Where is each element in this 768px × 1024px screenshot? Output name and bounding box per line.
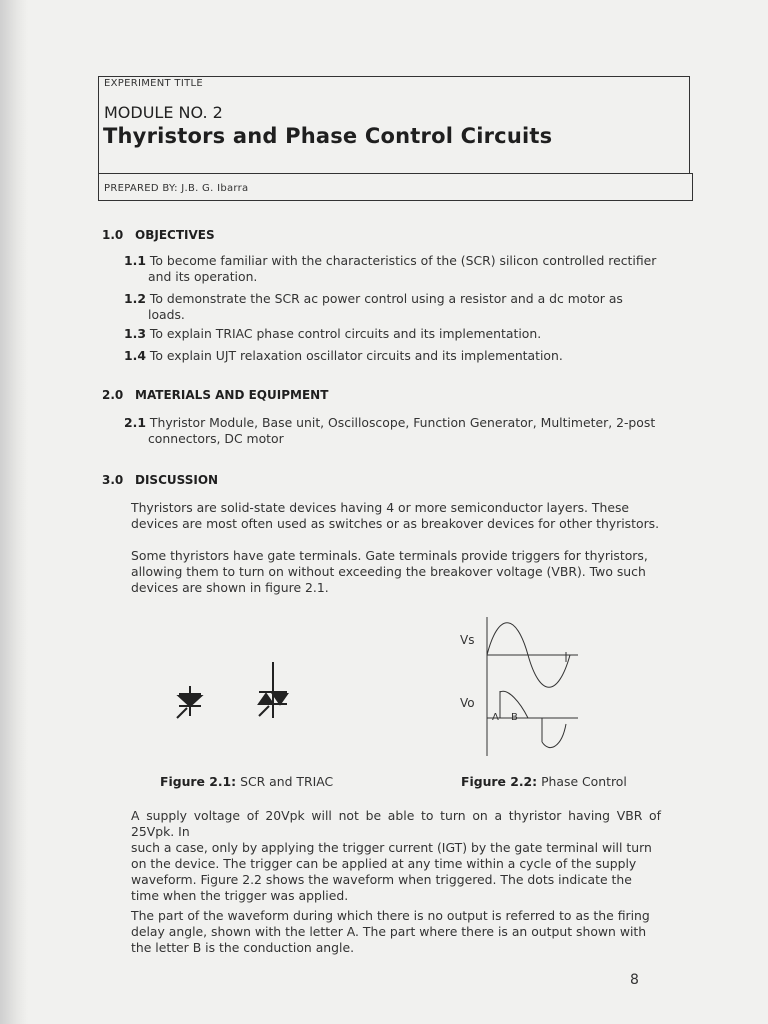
triac-symbol [259, 662, 287, 718]
item-text: To explain UJT relaxation oscillator circuits and its implementation. [149, 348, 563, 363]
caption-label: Figure 2.1: [160, 774, 237, 789]
section-number: 1.0 [102, 228, 124, 242]
experiment-title-label: EXPERIMENT TITLE [104, 78, 203, 89]
header-top-rule [99, 76, 689, 77]
paragraph-line: such a case, only by applying the trigger current (IGT) by the gate terminal will turn [131, 840, 652, 855]
item-number: 1.4 [124, 348, 146, 363]
section-title-materials: MATERIALS AND EQUIPMENT [135, 388, 329, 402]
discussion-paragraph-2 [131, 548, 661, 596]
materials-item-continuation: connectors, DC motor [148, 431, 284, 446]
item-text: To demonstrate the SCR ac power control using a resistor and a dc motor as [149, 291, 623, 306]
item-text: Thyristor Module, Base unit, Oscilloscope, Function Generator, Multimeter, 2-post [149, 415, 656, 430]
paragraph-line: Thyristors are solid-state devices having 4 or more semiconductor layers. These [131, 500, 630, 515]
paragraph-line: A supply voltage of 20Vpk will not be able to turn on a thyristor having VBR of 25Vpk. In [131, 808, 661, 839]
objective-item-continuation: and its operation. [148, 269, 258, 284]
item-text: To become familiar with the characteristics of the (SCR) silicon controlled rectifier [149, 253, 657, 268]
caption-label: Figure 2.2: [461, 774, 538, 789]
scr-symbol [177, 686, 201, 718]
item-number: 2.1 [124, 415, 146, 430]
section-title-objectives: OBJECTIVES [135, 228, 215, 242]
objective-item [124, 291, 664, 307]
prepared-by: PREPARED BY: J.B. G. Ibarra [104, 183, 249, 194]
materials-item [124, 415, 664, 431]
item-number: 1.1 [124, 253, 146, 268]
vs-label: Vs [460, 633, 475, 647]
section-title-discussion: DISCUSSION [135, 473, 219, 487]
item-text: To explain TRIAC phase control circuits and its implementation. [149, 326, 542, 341]
figure-2-2-caption [461, 774, 627, 789]
module-number: MODULE NO. 2 [104, 103, 223, 122]
header-separator-rule [99, 173, 693, 174]
section-number: 2.0 [102, 388, 124, 402]
header-right-rule-lower [692, 174, 693, 200]
page-number: 8 [630, 972, 639, 988]
objective-item [124, 326, 664, 342]
page-title: Thyristors and Phase Control Circuits [103, 124, 553, 148]
figure-2-1-caption [160, 774, 333, 789]
section-number: 3.0 [102, 473, 124, 487]
discussion-paragraph-1 [131, 500, 661, 532]
paragraph-line: allowing them to turn on without exceeding the breakover voltage (VBR). Two such [131, 564, 646, 579]
item-number: 1.2 [124, 291, 146, 306]
objective-item [124, 348, 664, 364]
caption-text: Phase Control [537, 774, 627, 789]
discussion-paragraph-4 [131, 908, 661, 956]
header-right-rule [689, 76, 690, 174]
paragraph-line: delay angle, shown with the letter A. The part where there is an output shown with [131, 924, 647, 939]
paragraph-line: time when the trigger was applied. [131, 888, 349, 903]
page-edge-shadow [0, 0, 28, 1024]
paragraph-line: Some thyristors have gate terminals. Gate terminals provide triggers for thyristors, [131, 548, 648, 563]
firing-angle-label: A [492, 712, 499, 723]
objective-item [124, 253, 664, 269]
discussion-paragraph-3 [131, 808, 661, 904]
caption-text: SCR and TRIAC [236, 774, 334, 789]
paragraph-line: devices are shown in figure 2.1. [131, 580, 329, 595]
conduction-angle-label: B [511, 712, 518, 723]
scr-triac-symbols [165, 660, 305, 730]
vo-conduction-negative [542, 724, 566, 748]
paragraph-line: waveform. Figure 2.2 shows the waveform when triggered. The dots indicate the [131, 872, 632, 887]
vo-label: Vo [460, 696, 475, 710]
paragraph-line: the letter B is the conduction angle. [131, 940, 355, 955]
paragraph-line: devices are most often used as switches or as breakover devices for other thyristors. [131, 516, 660, 531]
item-number: 1.3 [124, 326, 146, 341]
phase-control-waveform [478, 612, 588, 760]
objective-item-continuation: loads. [148, 307, 185, 322]
paragraph-line: The part of the waveform during which there is no output is referred to as the firing [131, 908, 650, 923]
paragraph-line: on the device. The trigger can be applied at any time within a cycle of the supply [131, 856, 637, 871]
